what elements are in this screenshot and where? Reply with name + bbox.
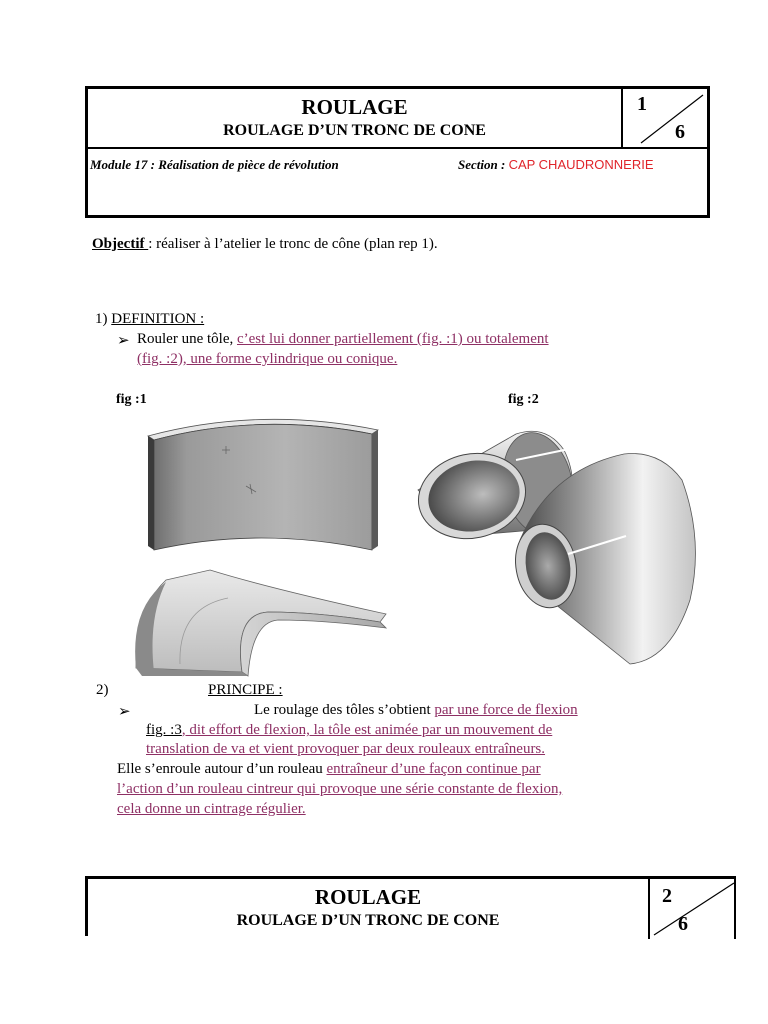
principle-line-3	[146, 741, 545, 758]
principle-line-5	[117, 781, 562, 798]
principle-line-6	[117, 801, 306, 818]
fig1-label: fig :1	[116, 392, 147, 407]
next-page-title: ROULAGE	[314, 885, 422, 909]
principle-heading: PRINCIPE :	[208, 682, 283, 698]
principle-highlight-4: entraîneur d’une façon continue par	[326, 761, 541, 777]
definition-heading	[95, 311, 204, 328]
fig2-cone-illustration	[510, 450, 700, 672]
objective-label: Objectif	[92, 236, 149, 252]
fig2-label: fig :2	[508, 392, 539, 407]
principle-highlight-3: translation de va et vient provoquer par deux rouleaux entraîneurs.	[146, 741, 546, 757]
next-page-subtitle: ROULAGE D’UN TRONC DE CONE	[236, 912, 500, 929]
principle-line-1	[254, 702, 578, 719]
definition-line-2	[137, 351, 397, 368]
page-number-current: 1	[637, 93, 647, 115]
definition-title: DEFINITION :	[111, 311, 205, 327]
principle-number: 2)	[96, 682, 109, 698]
next-page-number-total: 6	[678, 913, 688, 935]
definition-text-highlight-1: c’est lui donner partiellement (fig. :1) ou totalement	[236, 331, 549, 347]
principle-line-4	[117, 761, 541, 778]
principle-text-1: Le roulage des tôles s’obtient	[254, 702, 435, 718]
definition-number: 1)	[95, 311, 108, 327]
next-page-number-box	[648, 879, 736, 939]
definition-line-1	[137, 331, 549, 348]
definition-bullet: ➢	[117, 333, 130, 349]
fig1-curved-plate-illustration	[140, 408, 390, 553]
page-number-total: 6	[675, 121, 685, 143]
header-box	[85, 86, 710, 218]
principle-highlight-6: cela donne un cintrage régulier.	[117, 801, 306, 817]
principle-line-2	[146, 722, 552, 739]
next-page-number-current: 2	[662, 885, 672, 907]
principle-fig-ref: fig. :3	[146, 722, 182, 738]
principle-highlight-5: l’action d’un rouleau cintreur qui provoque une série constante de flexion,	[117, 781, 563, 797]
objective-line	[92, 236, 438, 253]
page-number-diagonal	[623, 89, 709, 147]
fig1-bent-sheet-illustration	[118, 568, 390, 680]
principle-text-4: Elle s’enroule autour d’un rouleau	[117, 761, 327, 777]
principle-bullet: ➢	[118, 704, 131, 720]
definition-text-plain: Rouler une tôle,	[137, 331, 237, 347]
principle-highlight-2: , dit effort de flexion, la tôle est animée par un mouvement de	[181, 722, 553, 738]
title-cell	[88, 89, 621, 149]
section-value: CAP CHAUDRONNERIE	[508, 157, 654, 172]
module-label: Module 17 : Réalisation de pièce de révolution	[90, 157, 339, 172]
next-title-cell	[88, 879, 648, 939]
definition-text-highlight-2: (fig. :2), une forme cylindrique ou conique.	[137, 351, 398, 367]
principle-highlight-1: par une force de flexion	[434, 702, 578, 718]
page-subtitle: ROULAGE D’UN TRONC DE CONE	[223, 122, 486, 139]
next-right-border	[734, 879, 736, 939]
next-page-header-box	[85, 876, 736, 936]
page-title: ROULAGE	[301, 95, 408, 119]
section-info	[458, 157, 654, 173]
section-label: Section :	[458, 157, 506, 172]
objective-text: : réaliser à l’atelier le tronc de cône (plan rep 1).	[148, 236, 438, 252]
page-number-box	[621, 89, 707, 149]
